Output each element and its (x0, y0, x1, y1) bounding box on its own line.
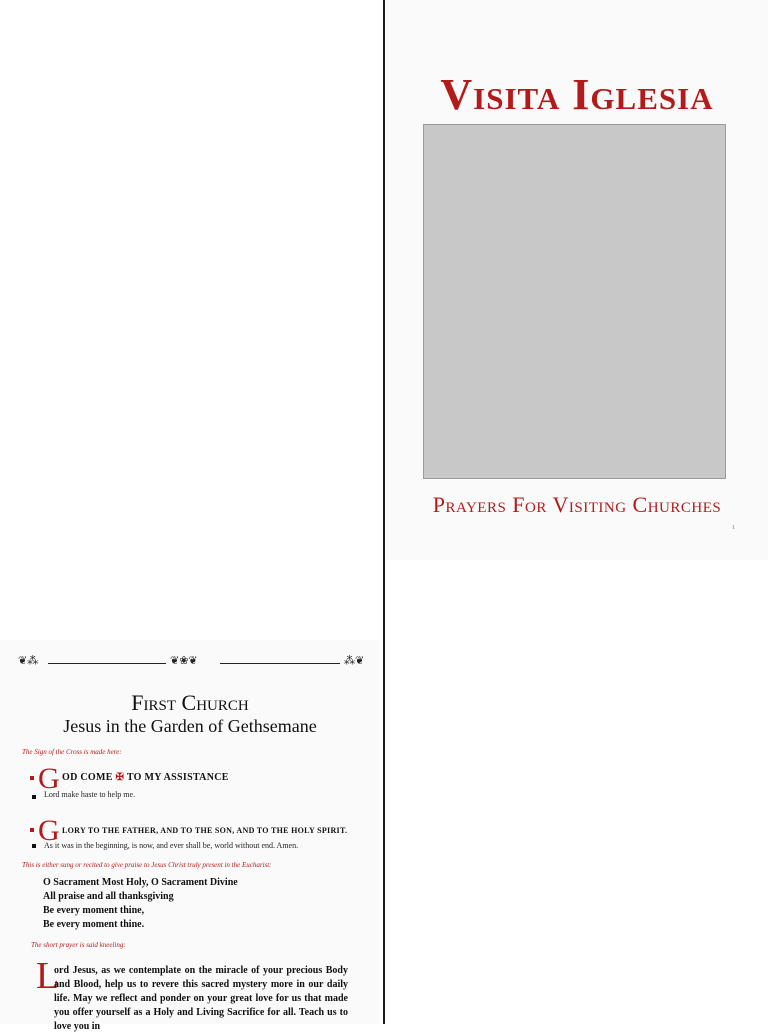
hymn-block (43, 876, 238, 932)
cover-page (386, 0, 768, 560)
rubric-hymn: This is either sung or recited to give praise to Jesus Christ truly present in the Eucharist: (22, 861, 272, 869)
bullet-black (32, 844, 36, 848)
first-church-page (0, 640, 380, 1032)
prayer-text: ord Jesus, as we contemplate on the miracle of your precious Body and Blood, help us to revere this sacred mystery more in our daily life. May we reflect and ponder on your great love for us that made you offer yourself as a Holy and Living Sacrifice for all. Teach us to love you in (54, 965, 348, 1032)
divider-line-right (220, 663, 340, 664)
drop-cap-l: L (36, 955, 60, 997)
rubric-short-prayer: The short prayer is said kneeling: (31, 941, 126, 949)
hymn-line: All praise and all thanksgiving (43, 891, 174, 902)
flourish-left-icon: ❦⁂ (18, 655, 39, 667)
versicle-one-text (62, 772, 229, 783)
response-two: As it was in the beginning, is now, and ever shall be, world without end. Amen. (44, 841, 299, 850)
flourish-right-icon: ⁂❦ (344, 655, 365, 667)
versicle-two-text: LORY TO THE FATHER, AND TO THE SON, AND TO THE HOLY SPIRIT. (62, 826, 348, 835)
page-number: 1 (732, 525, 735, 531)
cover-title: Visita Iglesia (440, 70, 714, 119)
hymn-line: O Sacrament Most Holy, O Sacrament Divine (43, 877, 238, 888)
versicle-one-part-a: OD COME (62, 772, 113, 783)
page-spine-divider (383, 0, 385, 1024)
ornament-divider (18, 652, 366, 668)
cross-icon: ✠ (115, 772, 125, 783)
versicle-one-part-b: TO MY ASSISTANCE (126, 772, 229, 783)
church-title: First Church (131, 690, 249, 715)
flourish-center-icon: ❦❀❦ (170, 655, 198, 667)
hymn-line: Be every moment thine. (43, 919, 145, 930)
bullet-red (30, 776, 34, 780)
church-subtitle: Jesus in the Garden of Gethsemane (63, 716, 317, 736)
bullet-black (32, 795, 36, 799)
drop-cap-g: G (38, 762, 60, 795)
drop-cap-g: G (38, 814, 60, 847)
crucifixion-illustration (423, 124, 726, 479)
cover-subtitle: Prayers For Visiting Churches (432, 492, 722, 517)
rubric-sign-of-cross: The Sign of the Cross is made here: (22, 748, 122, 756)
hymn-line: Be every moment thine, (43, 905, 145, 916)
response-one: Lord make haste to help me. (44, 790, 136, 799)
divider-line-left (48, 663, 166, 664)
bullet-red (30, 828, 34, 832)
